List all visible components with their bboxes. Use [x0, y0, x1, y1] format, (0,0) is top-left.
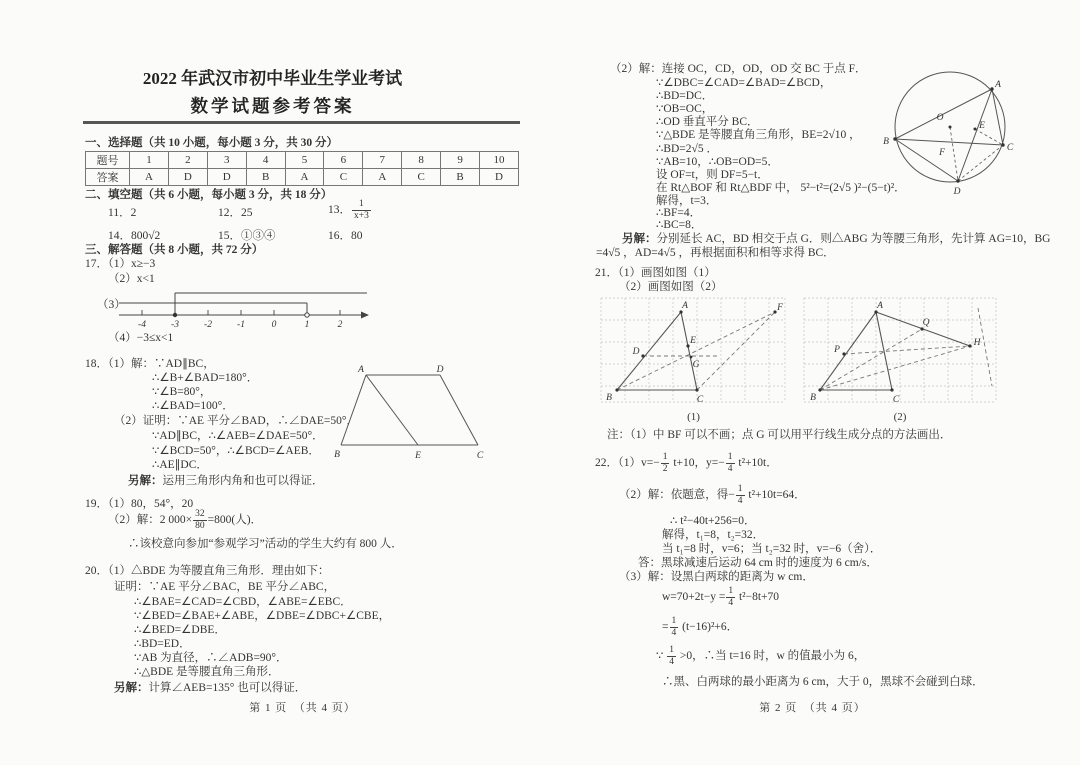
- q20b-line: 解得，t=3．: [656, 195, 718, 207]
- alt-text: 运用三角形内角和也可以得证．: [162, 475, 324, 487]
- q20-line: ∴△BDE 是等腰直角三角形．: [134, 666, 280, 678]
- q17-answer-2: （2）x<1: [108, 273, 155, 285]
- point-label-f: F: [777, 303, 783, 313]
- dashed-construction: [617, 312, 775, 390]
- table-cell: 答案: [86, 169, 130, 186]
- q20b-line: ∴BD=2√5 ．: [656, 143, 718, 155]
- q22-line-8: w=70+2t−y = $\frac{1}{4}$ t²−8t+70: [662, 586, 780, 608]
- q20b-line: ∵△BDE 是等腰直角三角形，BE=2√10 ，: [656, 129, 861, 141]
- q18-line: 18．（1）解：∵AD∥BC，: [85, 358, 215, 370]
- blank-answer-15: 15．①③④: [218, 230, 276, 242]
- table-cell: 7: [363, 152, 402, 169]
- blank-answer-13: [328, 199, 372, 222]
- q20-line: ∴∠BED=∠DBE．: [134, 624, 226, 636]
- alt-text: 计算∠AEB=135° 也可以得证．: [148, 682, 307, 694]
- q20b-line: ∵∠DBC=∠CAD=∠BAD=∠BCD，: [656, 77, 832, 89]
- blank-answer-14: 14．800√2: [108, 230, 161, 242]
- q18-line: ∴∠B+∠BAD=180°．: [152, 372, 259, 384]
- fraction: $\frac{1}{2}$: [662, 452, 668, 474]
- q21-line: （2）画图如图（2）: [619, 281, 723, 293]
- grid-figure-1: [597, 294, 790, 408]
- fraction: $\frac{1}{4}$: [671, 616, 677, 638]
- q20b-line: ∴BC=8．: [656, 219, 703, 231]
- fraction: $\frac{1}{4}$: [669, 645, 674, 667]
- blank-13-label: 13．: [328, 204, 351, 217]
- q18-line: （2）证明：∵AE 平分∠BAD，∴∠DAE=50°．: [114, 415, 358, 427]
- alt-label: 另解：: [128, 475, 163, 487]
- q20b-line: ∵OB=OC，: [656, 103, 714, 115]
- tick-label: 1: [304, 320, 310, 330]
- blank-answer-12: 12．25: [218, 207, 253, 219]
- table-row: [86, 169, 519, 186]
- alt-text: 分别延长 AC，BD 相交于点 G．则△ABG 为等腰三角形，先计算 AG=10，BG: [656, 233, 1051, 245]
- point-label-c: C: [696, 395, 704, 405]
- table-cell: 5: [285, 152, 324, 169]
- q20b-line: ∵AB=10，∴OB=OD=5．: [656, 156, 779, 168]
- blank-answer-16: 16．80: [328, 230, 363, 242]
- table-cell: 10: [480, 152, 519, 169]
- table-cell: C: [324, 169, 363, 186]
- tick-label: -3: [171, 320, 179, 330]
- tick-label: 2: [337, 320, 343, 330]
- q17-answer-1: 17．（1）x≥−3: [85, 258, 156, 270]
- q19-line: ∴该校意向参加“参观学习”活动的学生大约有 800 人．: [128, 538, 403, 550]
- q20-line: ∴∠BAE=∠CAD=∠CBD，∠ABE=∠EBC．: [134, 596, 352, 608]
- tick-label: -4: [138, 320, 146, 330]
- table-cell: A: [363, 169, 402, 186]
- table-cell: 9: [441, 152, 480, 169]
- q20-line: 证明：∵AE 平分∠BAC，BE 平分∠ABC，: [114, 581, 336, 593]
- q22-line-5: 当 t₁=8 时，v=6；当 t₂=32 时，v=−6（舍）．: [662, 543, 882, 555]
- q20-line: ∵∠BED=∠BAE+∠ABE，∠DBE=∠DBC+∠CBE，: [134, 610, 391, 622]
- point-label-b: B: [606, 393, 612, 403]
- point-label-q: Q: [922, 318, 930, 328]
- q18-line: ∵AD∥BC，∴∠AEB=∠DAE=50°．: [152, 430, 324, 442]
- table-cell: A: [285, 169, 324, 186]
- fraction: $\frac{32}{80}$: [195, 509, 205, 531]
- q20b-line: ∴BD=DC．: [656, 90, 714, 102]
- q18-line: ∴∠BAD=100°．: [152, 400, 234, 412]
- point-label-b: B: [334, 450, 340, 460]
- point-label-c: C: [1006, 143, 1014, 153]
- q20-line: 20．（1）△BDE 为等腰直角三角形．理由如下：: [85, 565, 330, 577]
- blank-answer-11: 11．2: [108, 207, 137, 219]
- point-label-d: D: [436, 365, 444, 375]
- point-label-e: E: [690, 336, 696, 346]
- q22-line-6: 答：黑球减速后运动 64 cm 时的速度为 6 cm/s．: [638, 557, 878, 569]
- point-label-e: E: [415, 451, 421, 461]
- table-cell: C: [402, 169, 441, 186]
- table-cell: 题号: [86, 152, 130, 169]
- figure1-caption: (1): [687, 411, 700, 423]
- q19-line-frac: （2）解：2 000× $\frac{32}{80}$ =800(人)．: [108, 509, 263, 531]
- table-cell: 8: [402, 152, 441, 169]
- q17-answer-4: （4）−3≤x<1: [108, 332, 174, 344]
- table-cell: 4: [246, 152, 285, 169]
- point-label-a: A: [358, 365, 364, 375]
- point-label-p: P: [834, 345, 840, 355]
- q22-line-7: （3）解：设黑白两球的距离为 w cm．: [619, 571, 814, 583]
- table-cell: 2: [168, 152, 207, 169]
- q22-line-3: ∴ t²−40t+256=0．: [670, 515, 756, 527]
- q22-line-1: 22．（1）v=− $\frac{1}{2}$ t+10，y=− $\frac{1}{4}$ t²+10t．: [595, 452, 778, 474]
- table-cell: D: [207, 169, 246, 186]
- fraction: $\frac{1}{4}$: [727, 452, 733, 474]
- point-label-e: E: [979, 121, 985, 131]
- point-label-b: B: [810, 393, 816, 403]
- table-cell: B: [441, 169, 480, 186]
- alt-label: 另解：: [622, 233, 657, 245]
- q18-line: ∵∠B=80°，: [152, 386, 212, 398]
- q20-alt-solution: [114, 681, 306, 695]
- number-line-figure: [117, 283, 375, 331]
- table-cell: A: [130, 169, 169, 186]
- fraction: $\frac{1}{4}$: [737, 484, 743, 506]
- point-label-c: C: [476, 451, 484, 461]
- table-cell: D: [168, 169, 207, 186]
- section3-heading: 三、解答题（共 8 小题，共 72 分）: [85, 244, 264, 256]
- grid-figure-2: [800, 294, 1000, 408]
- q17-answer-3-label: （3）: [97, 299, 126, 311]
- q20b-line: （2）解：连接 OC，CD，OD，OD 交 BC 于点 F．: [610, 63, 867, 75]
- tick-label: -2: [204, 320, 212, 330]
- table-row: [86, 152, 519, 169]
- page-title-line1: 2022 年武汉市初中毕业生学业考试: [142, 69, 403, 88]
- q22-line-10: ∵ $\frac{1}{4}$ >0，∴当 t=16 时，w 的值最小为 6，: [656, 645, 866, 667]
- point-label-b: B: [883, 137, 889, 147]
- page2-footer: 第 2 页 （共 4 页）: [759, 702, 866, 714]
- circle-figure: [878, 62, 1033, 200]
- q18-line: ∵∠BCD=50°，∴∠BCD=∠AEB．: [152, 445, 320, 457]
- point-label-d: D: [632, 347, 640, 357]
- q22-line-2: （2）解：依题意，得− $\frac{1}{4}$ t²+10t=64．: [619, 484, 806, 506]
- q20b-line: ∴OD 垂直平分 BC．: [656, 116, 759, 128]
- closed-endpoint: [173, 313, 177, 317]
- triangle-abc: [617, 312, 697, 390]
- axis-ticks: [142, 310, 340, 315]
- point-label-a: A: [682, 301, 688, 311]
- q20-line: ∴BD=ED．: [134, 638, 191, 650]
- tick-label: -1: [237, 320, 245, 330]
- q20b-alt-solution: [622, 232, 1050, 246]
- open-endpoint: [305, 313, 309, 317]
- q19-line: 19．（1）80，54°，20: [85, 498, 194, 510]
- point-label-a: A: [995, 80, 1001, 90]
- table-cell: 3: [207, 152, 246, 169]
- q21-line: 21．（1）画图如图（1）: [595, 267, 716, 279]
- point-label-g: G: [692, 360, 700, 370]
- grid-lines: [601, 298, 785, 402]
- section1-heading: 一、选择题（共 10 小题，每小题 3 分，共 30 分）: [85, 137, 338, 149]
- q18-alt-solution: [128, 474, 324, 488]
- table-cell: D: [480, 169, 519, 186]
- page1-footer: 第 1 页 （共 4 页）: [249, 702, 356, 714]
- page-title-line2: 数学试题参考答案: [190, 96, 355, 116]
- point-label-a: A: [877, 301, 883, 311]
- q20b-line: 设 OF=t，则 DF=5−t．: [656, 169, 769, 181]
- table-cell: B: [246, 169, 285, 186]
- title-rule: [83, 121, 520, 124]
- q20b-alt-solution-2: =4√5 ，AD=4√5 ，再根据面积和相等求得 BC．: [596, 247, 835, 259]
- q18-line: ∴AE∥DC．: [152, 459, 208, 471]
- q20b-line: 在 Rt△BOF 和 Rt△BDF 中， 5²−t²=(2√5 )²−(5−t)²．: [656, 182, 906, 194]
- point-label-f: F: [939, 148, 945, 158]
- fraction: $\frac{1}{4}$: [728, 586, 734, 608]
- q22-line-9: = $\frac{1}{4}$ (t−16)²+6．: [662, 616, 739, 638]
- alt-label: 另解：: [114, 682, 149, 694]
- figure2-caption: (2): [893, 411, 907, 423]
- axis-arrow: [361, 312, 369, 319]
- point-label-d: D: [953, 187, 961, 197]
- point-label-h: H: [973, 338, 981, 348]
- section2-heading: 二、填空题（共 6 小题，每小题 3 分，共 18 分）: [85, 189, 333, 201]
- q20b-line: ∴BF=4．: [656, 207, 702, 219]
- table-cell: 6: [324, 152, 363, 169]
- trapezoid-figure: [328, 362, 493, 462]
- tick-label: 0: [271, 320, 277, 330]
- table-cell: 1: [130, 152, 169, 169]
- q21-note: 注：（1）中 BF 可以不画；点 G 可以用平行线生成分点的方法画出．: [607, 429, 952, 441]
- fraction: $\frac{1}{x+3}$: [354, 199, 369, 221]
- dashed-segments: [950, 127, 1003, 181]
- q22-line-11: ∴黑、白两球的最小距离为 6 cm，大于 0，黑球不会碰到白球．: [662, 676, 984, 688]
- point-label-c: C: [892, 395, 900, 405]
- q20-line: ∵AB 为直径，∴∠ADB=90°．: [134, 652, 288, 664]
- q22-line-4: 解得，t₁=8，t₂=32．: [662, 529, 765, 541]
- choice-answer-table: [85, 151, 519, 186]
- point-label-o: O: [936, 113, 944, 123]
